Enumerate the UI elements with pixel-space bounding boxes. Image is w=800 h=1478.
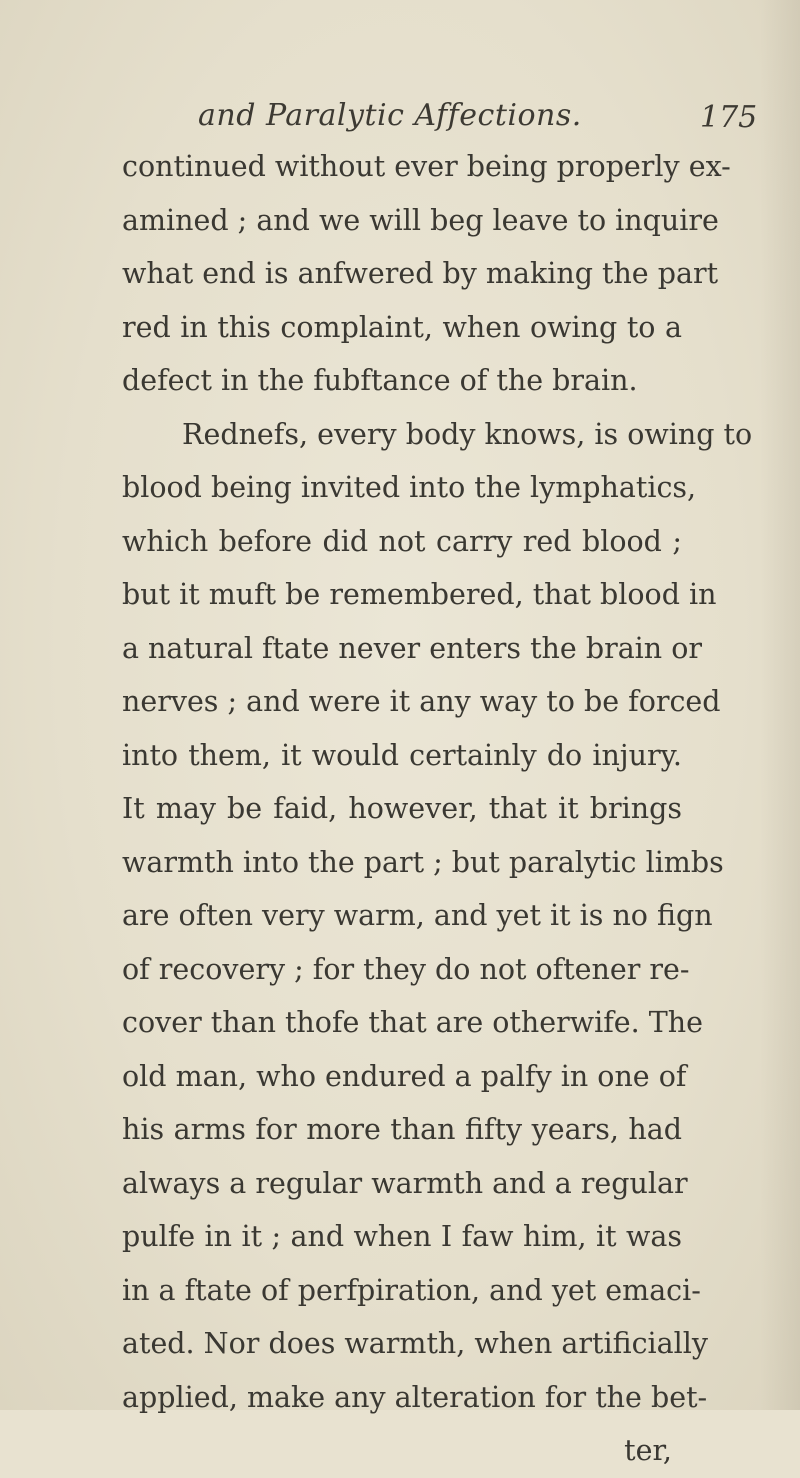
text-line: are often very warm, and yet it is no fign — [122, 899, 713, 932]
text-line: continued without ever being properly ex- — [122, 150, 731, 183]
text-line: old man, who endured a palfy in one of — [122, 1059, 687, 1093]
text-line: applied, make any alteration for the bet- — [122, 1380, 708, 1414]
paragraph-start-line: Rednefs, every body knows, is owing to — [182, 417, 753, 451]
text-line: but it muft be remembered, that blood in — [122, 578, 717, 611]
page-edge-shadow — [760, 0, 800, 1410]
text-line: always a regular warmth and a regular — [122, 1166, 688, 1200]
text-line: warmth into the part ; but paralytic limbs — [122, 845, 724, 879]
text-line: amined ; and we will beg leave to inquire — [122, 203, 719, 237]
page-number: 175 — [700, 100, 758, 135]
text-line: in a ftate of perfpiration, and yet emaci- — [122, 1273, 701, 1307]
page-header — [0, 98, 800, 138]
text-line: a natural ftate never enters the brain or — [122, 631, 702, 665]
text-line: nerves ; and were it any way to be forced — [122, 685, 721, 718]
text-line: ated. Nor does warmth, when artificially — [122, 1327, 708, 1360]
text-line: which before did not carry red blood ; — [122, 524, 682, 558]
text-line: of recovery ; for they do not oftener re- — [122, 952, 690, 986]
text-line: his arms for more than fifty years, had — [122, 1113, 682, 1146]
text-line: cover than thofe that are otherwife. The — [122, 1006, 704, 1039]
text-line: what end is anfwered by making the part — [122, 257, 719, 290]
text-line: blood being invited into the lymphatics, — [122, 471, 697, 504]
text-line: defect in the fubftance of the brain. — [122, 364, 638, 397]
text-line: pulfe in it ; and when I faw him, it was — [122, 1220, 682, 1253]
text-line: red in this complaint, when owing to a — [122, 310, 682, 344]
body-text — [122, 140, 753, 1478]
text-line: into them, it would certainly do injury. — [122, 738, 682, 772]
text-line: It may be faid, however, that it brings — [122, 792, 682, 825]
catchword: ter, — [624, 1434, 672, 1467]
running-head: and Paralytic Affections. — [198, 98, 582, 133]
